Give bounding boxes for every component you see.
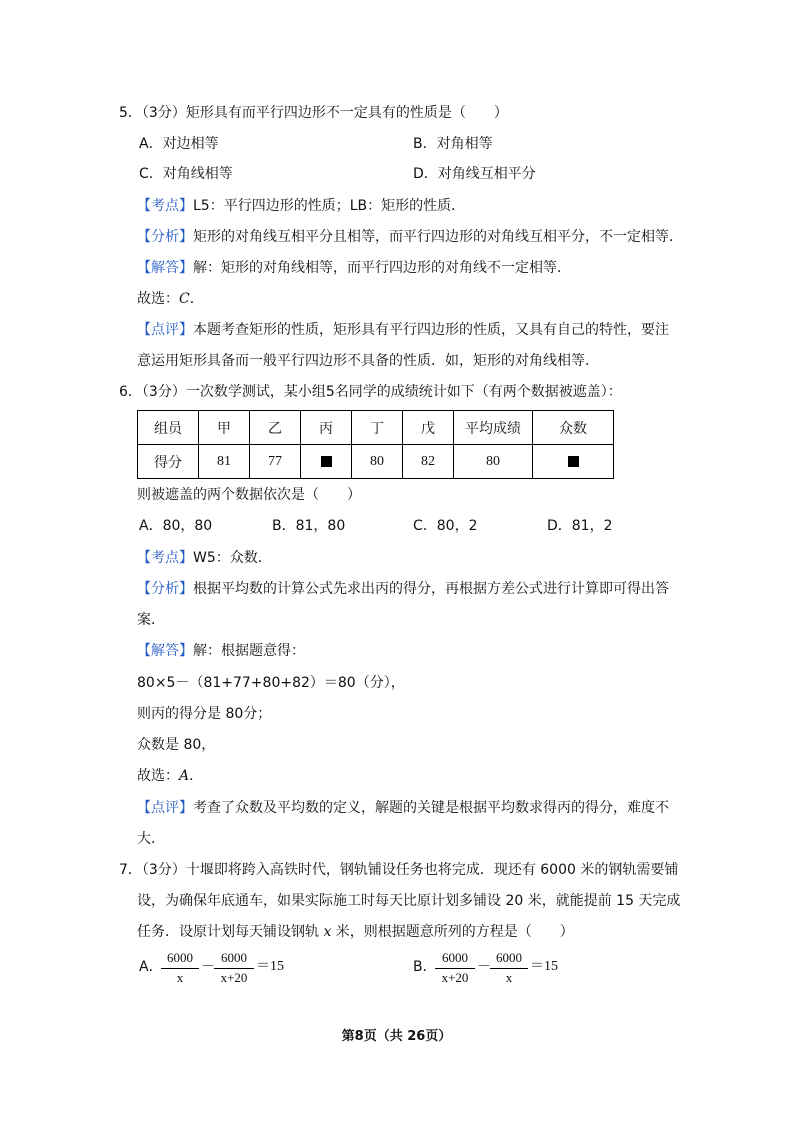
q5-option-a: A．对边相等 (139, 136, 219, 152)
table-cell: 81 (199, 445, 250, 479)
q5-stem: 5．（3分）矩形具有而平行四边形不一定具有的性质是（ ） (119, 105, 508, 121)
dianping-text-line1: 考查了众数及平均数的定义，解题的关键是根据平均数求得丙的得分，难度不 (193, 800, 669, 816)
stem-line3-a: 任务．设原计划每天铺设钢轨 (137, 924, 324, 940)
fraction-numerator: 6000 (167, 950, 193, 965)
q7-option-a-fraction-1 (160, 950, 200, 990)
kaodian-text: L5：平行四边形的性质；LB：矩形的性质． (193, 198, 466, 214)
table-header-cell: 丁 (352, 411, 403, 445)
q5-jieda (137, 258, 571, 278)
q5-guxuan (137, 289, 204, 309)
fraction-numerator: 6000 (442, 950, 468, 965)
jieda-text: 解：矩形的对角线相等，而平行四边形的对角线不一定相等． (193, 260, 571, 276)
fraction-numerator: 6000 (496, 950, 522, 965)
table-row-label: 得分 (138, 445, 199, 479)
q6-guxuan (137, 766, 203, 786)
fraction-bar (490, 968, 528, 969)
table-row (138, 445, 614, 479)
q5-dianping-line2: 意运用矩形具备而一般平行四边形不具备的性质．如，矩形的对角线相等． (137, 353, 599, 369)
stem-variable-x: x (323, 924, 332, 940)
table-cell-covered (533, 445, 614, 479)
guxuan-suffix: ． (189, 768, 204, 784)
fraction-denominator: x (505, 970, 513, 985)
q6-option-c: C．80，2 (413, 518, 478, 534)
table-cell-covered (301, 445, 352, 479)
dianping-tag: 【点评】 (137, 800, 193, 816)
q7-option-b-minus: － (477, 959, 491, 975)
fenxi-text-line1: 根据平均数的计算公式先求出丙的得分，再根据方差公式进行计算即可得出答 (193, 581, 669, 597)
jieda-tag: 【解答】 (137, 260, 193, 276)
table-header-cell: 组员 (138, 411, 199, 445)
q6-option-d: D．81，2 (547, 518, 613, 534)
table-header-cell: 丙 (301, 411, 352, 445)
q7-option-a-rhs: ＝15 (256, 959, 284, 974)
q6-kaodian (137, 548, 272, 568)
kaodian-tag: 【考点】 (137, 198, 193, 214)
table-header-cell: 甲 (199, 411, 250, 445)
q7-stem-line1: 7．（3分）十堰即将跨入高铁时代，钢轨铺设任务也将完成．现还有 6000 米的钢轨需要铺 (119, 862, 679, 878)
q5-kaodian (137, 196, 465, 216)
q7-option-b-rhs: ＝15 (530, 959, 558, 974)
dianping-text-line1: 本题考查矩形的性质，矩形具有平行四边形的性质，又具有自己的特性，要注 (193, 322, 669, 338)
fraction-denominator: x (176, 970, 184, 985)
kaodian-text: W5：众数． (193, 550, 272, 566)
table-header-cell: 平均成绩 (454, 411, 533, 445)
jieda-text: 解：根据题意得： (193, 643, 305, 659)
q6-line-bing: 则丙的得分是 80分； (137, 706, 272, 722)
page-footer: 第8页（共 26页） (341, 1029, 452, 1044)
fraction-bar (214, 968, 254, 969)
q6-stem: 6．（3分）一次数学测试，某小组5名同学的成绩统计如下（有两个数据被遮盖）： (119, 384, 622, 400)
table-header-cell: 戊 (403, 411, 454, 445)
q6-fenxi-line2: 案． (137, 612, 165, 628)
guxuan-suffix: ． (189, 291, 204, 307)
table-cell: 80 (454, 445, 533, 479)
q7-option-a-label: A． (139, 959, 163, 975)
q7-option-b-fraction-1 (434, 950, 476, 990)
q5-option-c: C．对角线相等 (139, 166, 233, 182)
q7-option-b-fraction-2 (489, 950, 529, 990)
q5-option-b: B．对角相等 (413, 136, 493, 152)
score-table (137, 410, 614, 479)
q5-option-d: D．对角线互相平分 (413, 166, 536, 182)
guxuan-prefix: 故选： (137, 768, 179, 784)
stem-line3-b: 米，则根据题意所列的方程是（ ） (331, 924, 574, 940)
jieda-tag: 【解答】 (137, 643, 193, 659)
dianping-tag: 【点评】 (137, 322, 193, 338)
q7-option-b-label: B． (413, 959, 437, 975)
q6-dianping-line2: 大． (137, 831, 165, 847)
q7-option-a-fraction-2 (213, 950, 255, 990)
q7-option-a-minus: － (201, 959, 215, 975)
q6-line-mode: 众数是 80， (137, 737, 216, 753)
covered-square (321, 456, 332, 467)
fraction-bar (161, 968, 199, 969)
fenxi-text: 矩形的对角线互相平分且相等，而平行四边形的对角线互相平分，不一定相等． (193, 229, 683, 245)
guxuan-answer: A (179, 768, 190, 784)
q6-calc: 80×5－（81+77+80+82）＝80（分）， (137, 675, 405, 691)
table-cell: 80 (352, 445, 403, 479)
fenxi-tag: 【分析】 (137, 581, 193, 597)
q5-dianping (137, 320, 669, 340)
fraction-denominator: x+20 (220, 970, 248, 985)
table-header-cell: 乙 (250, 411, 301, 445)
table-header-cell: 众数 (533, 411, 614, 445)
q6-fenxi (137, 579, 669, 599)
fenxi-tag: 【分析】 (137, 229, 193, 245)
q7-stem-line3 (137, 922, 574, 942)
guxuan-answer: C (179, 291, 190, 307)
q6-dianping (137, 798, 669, 818)
q6-option-b: B．81，80 (272, 518, 346, 534)
fraction-bar (435, 968, 475, 969)
covered-square (568, 456, 579, 467)
guxuan-prefix: 故选： (137, 291, 179, 307)
fraction-denominator: x+20 (441, 970, 469, 985)
fraction-numerator: 6000 (221, 950, 247, 965)
table-cell: 77 (250, 445, 301, 479)
kaodian-tag: 【考点】 (137, 550, 193, 566)
table-header-row (138, 411, 614, 445)
q5-fenxi (137, 227, 683, 247)
q6-question: 则被遮盖的两个数据依次是（ ） (137, 487, 361, 503)
q6-option-a: A．80，80 (139, 518, 213, 534)
table-cell: 82 (403, 445, 454, 479)
q6-jieda (137, 641, 305, 661)
q7-stem-line2: 设，为确保年底通车，如果实际施工时每天比原计划多铺设 20 米，就能提前 15 天完成 (137, 893, 681, 909)
